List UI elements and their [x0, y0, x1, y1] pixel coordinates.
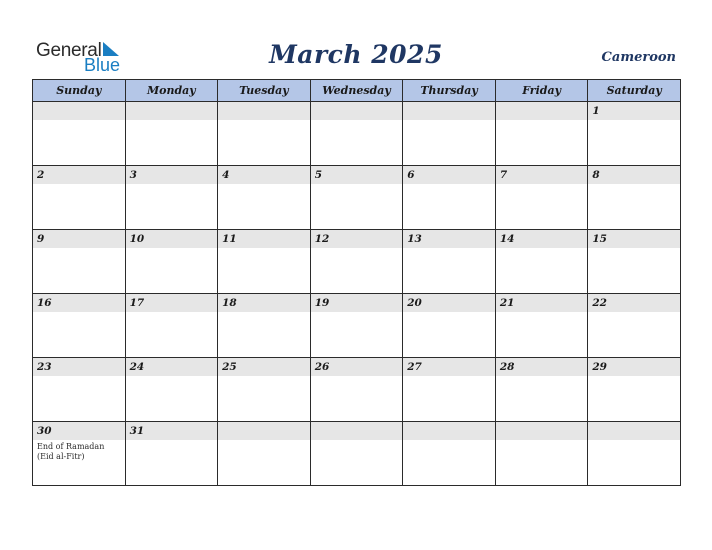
week-row — [33, 230, 681, 294]
day-cell[interactable] — [310, 102, 403, 166]
day-number — [218, 102, 310, 120]
day-number: 9 — [33, 230, 125, 248]
day-number: 25 — [218, 358, 310, 376]
day-number: 31 — [126, 422, 218, 440]
weekday-wednesday: Wednesday — [310, 80, 403, 102]
day-cell[interactable] — [310, 294, 403, 358]
day-number: 13 — [403, 230, 495, 248]
day-cell[interactable] — [310, 230, 403, 294]
day-cell[interactable] — [495, 166, 588, 230]
day-cell[interactable] — [588, 294, 681, 358]
day-number: 26 — [311, 358, 403, 376]
holiday-label — [218, 248, 310, 250]
day-cell[interactable] — [495, 422, 588, 486]
holiday-label — [403, 120, 495, 122]
day-cell[interactable] — [125, 294, 218, 358]
day-number: 19 — [311, 294, 403, 312]
logo-text-blue: Blue — [84, 55, 121, 75]
holiday-label — [496, 376, 588, 378]
weekday-tuesday: Tuesday — [218, 80, 311, 102]
holiday-label — [496, 120, 588, 122]
weekday-thursday: Thursday — [403, 80, 496, 102]
day-cell[interactable] — [218, 102, 311, 166]
holiday-label — [496, 312, 588, 314]
day-cell[interactable] — [125, 230, 218, 294]
day-cell[interactable] — [33, 102, 126, 166]
weekday-saturday: Saturday — [588, 80, 681, 102]
day-cell[interactable] — [403, 230, 496, 294]
holiday-label — [311, 184, 403, 186]
holiday-label — [218, 376, 310, 378]
week-row — [33, 422, 681, 486]
day-cell[interactable] — [33, 166, 126, 230]
week-row — [33, 166, 681, 230]
holiday-label — [311, 376, 403, 378]
holiday-label — [126, 120, 218, 122]
day-cell[interactable] — [125, 358, 218, 422]
holiday-label — [218, 120, 310, 122]
day-cell[interactable] — [403, 102, 496, 166]
day-number: 11 — [218, 230, 310, 248]
holiday-label — [588, 120, 680, 122]
day-cell[interactable] — [310, 166, 403, 230]
day-number — [496, 102, 588, 120]
holiday-label: End of Ramadan (Eid al-Fitr) — [37, 442, 105, 461]
holiday-label — [218, 184, 310, 186]
holiday-label — [218, 440, 310, 442]
holiday-label — [588, 248, 680, 250]
day-cell[interactable] — [588, 230, 681, 294]
day-cell[interactable] — [495, 102, 588, 166]
holiday-label — [496, 184, 588, 186]
holiday-label — [588, 312, 680, 314]
day-number: 1 — [588, 102, 680, 120]
day-number — [311, 102, 403, 120]
day-cell[interactable] — [588, 102, 681, 166]
day-number — [588, 422, 680, 440]
day-number: 23 — [33, 358, 125, 376]
weekday-monday: Monday — [125, 80, 218, 102]
holiday-label — [126, 248, 218, 250]
country-label: Cameroon — [601, 50, 676, 65]
day-number — [33, 102, 125, 120]
day-cell[interactable] — [125, 422, 218, 486]
holiday-label — [588, 376, 680, 378]
day-cell[interactable] — [403, 166, 496, 230]
holiday-label — [311, 248, 403, 250]
day-number: 4 — [218, 166, 310, 184]
day-number — [126, 102, 218, 120]
weekday-sunday: Sunday — [33, 80, 126, 102]
day-number: 8 — [588, 166, 680, 184]
day-number: 18 — [218, 294, 310, 312]
day-cell[interactable] — [33, 422, 126, 486]
day-cell[interactable] — [403, 358, 496, 422]
day-number: 20 — [403, 294, 495, 312]
holiday-label — [33, 312, 125, 314]
day-cell[interactable] — [218, 422, 311, 486]
day-cell[interactable] — [33, 294, 126, 358]
day-number — [403, 102, 495, 120]
day-cell[interactable] — [403, 294, 496, 358]
day-cell[interactable] — [218, 230, 311, 294]
day-number: 30 — [33, 422, 125, 440]
holiday-label — [311, 440, 403, 442]
day-cell[interactable] — [495, 230, 588, 294]
day-number: 16 — [33, 294, 125, 312]
holiday-label — [311, 120, 403, 122]
logo-triangle-icon — [103, 42, 119, 56]
day-number: 21 — [496, 294, 588, 312]
day-number: 7 — [496, 166, 588, 184]
day-number: 6 — [403, 166, 495, 184]
day-number — [218, 422, 310, 440]
day-cell[interactable] — [33, 230, 126, 294]
day-number — [403, 422, 495, 440]
holiday-label — [33, 120, 125, 122]
day-number — [496, 422, 588, 440]
holiday-label — [126, 376, 218, 378]
weekday-friday: Friday — [495, 80, 588, 102]
day-cell[interactable] — [495, 358, 588, 422]
day-cell[interactable] — [310, 422, 403, 486]
week-row — [33, 358, 681, 422]
day-cell[interactable] — [218, 294, 311, 358]
calendar-title: March 2025 — [269, 40, 443, 69]
generalblue-logo — [36, 40, 136, 74]
holiday-label — [33, 376, 125, 378]
holiday-label — [588, 184, 680, 186]
day-number: 27 — [403, 358, 495, 376]
logo-text-general: General — [36, 40, 102, 61]
day-cell[interactable] — [125, 166, 218, 230]
holiday-label — [403, 376, 495, 378]
holiday-label — [126, 312, 218, 314]
day-number: 14 — [496, 230, 588, 248]
day-number: 12 — [311, 230, 403, 248]
day-number: 17 — [126, 294, 218, 312]
day-number: 22 — [588, 294, 680, 312]
day-cell[interactable] — [310, 358, 403, 422]
day-number: 3 — [126, 166, 218, 184]
calendar-grid — [32, 79, 681, 486]
holiday-label — [403, 248, 495, 250]
day-number: 29 — [588, 358, 680, 376]
holiday-label — [496, 440, 588, 442]
holiday-label — [126, 440, 218, 442]
day-cell[interactable] — [495, 294, 588, 358]
day-cell[interactable] — [588, 166, 681, 230]
holiday-label — [496, 248, 588, 250]
day-cell[interactable] — [588, 358, 681, 422]
day-number: 5 — [311, 166, 403, 184]
holiday-label — [33, 184, 125, 186]
day-cell[interactable] — [125, 102, 218, 166]
day-number — [311, 422, 403, 440]
week-row — [33, 102, 681, 166]
day-cell[interactable] — [33, 358, 126, 422]
holiday-label — [403, 440, 495, 442]
day-number: 2 — [33, 166, 125, 184]
day-cell[interactable] — [403, 422, 496, 486]
holiday-label — [588, 440, 680, 442]
weekday-header-row — [33, 80, 681, 102]
day-number: 15 — [588, 230, 680, 248]
day-cell[interactable] — [218, 166, 311, 230]
holiday-label — [126, 184, 218, 186]
day-cell[interactable] — [218, 358, 311, 422]
holiday-label — [33, 248, 125, 250]
holiday-label — [311, 312, 403, 314]
day-cell[interactable] — [588, 422, 681, 486]
holiday-label — [403, 312, 495, 314]
day-number: 24 — [126, 358, 218, 376]
day-number: 10 — [126, 230, 218, 248]
holiday-label — [403, 184, 495, 186]
day-number: 28 — [496, 358, 588, 376]
holiday-label — [218, 312, 310, 314]
week-row — [33, 294, 681, 358]
